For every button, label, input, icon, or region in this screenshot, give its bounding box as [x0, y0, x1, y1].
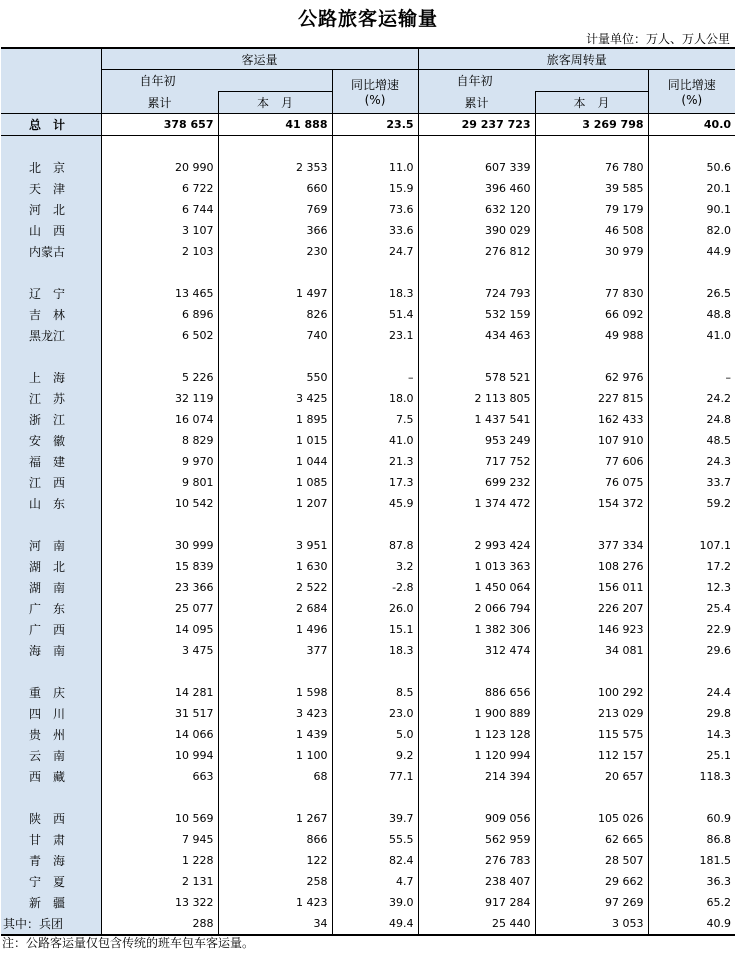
cell-yoy-turnover: 20.1: [648, 178, 735, 199]
cell-ytd-turnover: 1 382 306: [418, 619, 535, 640]
cell-month-turnover: 77 606: [535, 451, 648, 472]
cell-ytd-volume: 13 322: [101, 892, 218, 913]
cell-ytd-volume: 10 994: [101, 745, 218, 766]
cell-yoy-turnover: 24.3: [648, 451, 735, 472]
table-row: [1, 241, 735, 262]
table-row: [1, 535, 735, 556]
cell-month-volume: 1 207: [218, 493, 332, 514]
cell-month-turnover: 3 053: [535, 913, 648, 935]
cell-month-volume: 550: [218, 367, 332, 388]
row-label: 辽 宁: [29, 287, 66, 301]
cell-ytd-volume: 9 801: [101, 472, 218, 493]
cell-yoy-turnover: 26.5: [648, 283, 735, 304]
cell-month-turnover: 156 011: [535, 577, 648, 598]
cell-month-turnover: 108 276: [535, 556, 648, 577]
row-label: 四 川: [29, 707, 66, 721]
cell-ytd-volume: 23 366: [101, 577, 218, 598]
cell-ytd-volume: 30 999: [101, 535, 218, 556]
cell-month-volume: 2 522: [218, 577, 332, 598]
row-label: 北 京: [29, 161, 66, 175]
cell-yoy-volume: 73.6: [332, 199, 418, 220]
table-row: [1, 850, 735, 871]
cell-ytd-turnover: 1 900 889: [418, 703, 535, 724]
spacer-row: [1, 661, 735, 682]
cell-yoy-volume: 41.0: [332, 430, 418, 451]
cell-yoy-turnover: 86.8: [648, 829, 735, 850]
row-label: 吉 林: [29, 308, 66, 322]
cell-month-volume: 1 267: [218, 808, 332, 829]
row-label: 黑龙江: [29, 329, 66, 343]
cell-month-volume: 1 895: [218, 409, 332, 430]
cell-ytd-turnover: 1 450 064: [418, 577, 535, 598]
table-row: [1, 871, 735, 892]
cell-ytd-turnover: 238 407: [418, 871, 535, 892]
cell-ytd-volume: 14 066: [101, 724, 218, 745]
cell-month-volume: 366: [218, 220, 332, 241]
spacer-row: [1, 346, 735, 367]
row-label: 山 东: [29, 497, 66, 511]
table-row: [1, 640, 735, 661]
cell-yoy-turnover: 24.8: [648, 409, 735, 430]
header-group-passenger-volume: 客运量: [101, 48, 418, 70]
cell-month-turnover: 112 157: [535, 745, 648, 766]
cell-month-volume: 377: [218, 640, 332, 661]
cell-month-turnover: 76 780: [535, 157, 648, 178]
cell-ytd-volume: 3 475: [101, 640, 218, 661]
row-label: 陕 西: [29, 812, 66, 826]
header-ytd-volume: 累计: [101, 92, 218, 114]
table-row: [1, 913, 735, 935]
cell-ytd-turnover: 717 752: [418, 451, 535, 472]
table-row: [1, 892, 735, 913]
cell-ytd-volume: 663: [101, 766, 218, 787]
cell-ytd-volume: 6 896: [101, 304, 218, 325]
cell-month-volume: 3 951: [218, 535, 332, 556]
cell-ytd-volume: 5 226: [101, 367, 218, 388]
cell-ytd-volume: 15 839: [101, 556, 218, 577]
cell-yoy-turnover: 82.0: [648, 220, 735, 241]
row-label: 山 西: [29, 224, 66, 238]
row-label: 上 海: [29, 371, 66, 385]
table-row: [1, 283, 735, 304]
cell-month-volume: 1 100: [218, 745, 332, 766]
cell-month-turnover: 227 815: [535, 388, 648, 409]
table-row: [1, 430, 735, 451]
table-row: [1, 220, 735, 241]
table-row: [1, 451, 735, 472]
cell-month-turnover: 162 433: [535, 409, 648, 430]
cell-ytd-turnover: 1 123 128: [418, 724, 535, 745]
cell-yoy-volume: 17.3: [332, 472, 418, 493]
table-row: [1, 388, 735, 409]
spacer-row: [1, 136, 735, 158]
cell-yoy-volume: 3.2: [332, 556, 418, 577]
cell-yoy-volume: 87.8: [332, 535, 418, 556]
spacer-row: [1, 787, 735, 808]
cell-ytd-volume: 7 945: [101, 829, 218, 850]
cell-ytd-volume: 14 281: [101, 682, 218, 703]
cell-yoy-turnover: 90.1: [648, 199, 735, 220]
cell-yoy-volume: 15.9: [332, 178, 418, 199]
row-label: 新 疆: [29, 896, 66, 910]
cell-month-volume: 1 630: [218, 556, 332, 577]
row-label: 安 徽: [29, 434, 66, 448]
cell-ytd-turnover: 1 013 363: [418, 556, 535, 577]
cell-month-volume: 34: [218, 913, 332, 935]
cell-yoy-volume: 5.0: [332, 724, 418, 745]
cell-yoy-volume: 39.7: [332, 808, 418, 829]
cell-month-turnover: 77 830: [535, 283, 648, 304]
footnote: 注：公路客运量仅包含传统的班车包车客运量。: [2, 936, 255, 950]
row-label: 青 海: [29, 854, 66, 868]
cell-yoy-turnover: 12.3: [648, 577, 735, 598]
row-label: 河 北: [29, 203, 66, 217]
table-row: [1, 598, 735, 619]
cell-month-volume: 866: [218, 829, 332, 850]
cell-ytd-volume: 288: [101, 913, 218, 935]
cell-month-volume: 1 496: [218, 619, 332, 640]
table-row: [1, 199, 735, 220]
cell-yoy-volume: 24.7: [332, 241, 418, 262]
cell-month-turnover: 79 179: [535, 199, 648, 220]
total-row: [1, 114, 735, 136]
cell-month-turnover: 146 923: [535, 619, 648, 640]
cell-ytd-volume: 13 465: [101, 283, 218, 304]
cell-month-turnover: 107 910: [535, 430, 648, 451]
table-row: [1, 472, 735, 493]
row-label: 湖 南: [29, 581, 66, 595]
cell-ytd-volume: 32 119: [101, 388, 218, 409]
cell-yoy-volume: 51.4: [332, 304, 418, 325]
table-row: [1, 409, 735, 430]
cell-ytd-volume: 2 131: [101, 871, 218, 892]
cell-yoy-turnover: 181.5: [648, 850, 735, 871]
cell-yoy-volume: -2.8: [332, 577, 418, 598]
cell-month-volume: 68: [218, 766, 332, 787]
cell-ytd-turnover: 276 812: [418, 241, 535, 262]
cell-yoy-turnover: 107.1: [648, 535, 735, 556]
cell-month-turnover: 377 334: [535, 535, 648, 556]
row-label: 天 津: [29, 182, 66, 196]
table-row: [1, 724, 735, 745]
row-label: 河 南: [29, 539, 66, 553]
cell-ytd-turnover: 886 656: [418, 682, 535, 703]
cell-ytd-volume: 20 990: [101, 157, 218, 178]
cell-ytd-turnover: 276 783: [418, 850, 535, 871]
cell-ytd-turnover: 724 793: [418, 283, 535, 304]
cell-yoy-volume: 15.1: [332, 619, 418, 640]
row-label: 湖 北: [29, 560, 66, 574]
cell-month-turnover: 29 662: [535, 871, 648, 892]
cell-month-volume: 3 425: [218, 388, 332, 409]
cell-month-turnover: 30 979: [535, 241, 648, 262]
cell-ytd-volume: 6 722: [101, 178, 218, 199]
cell-yoy-volume: 18.0: [332, 388, 418, 409]
row-label: 西 藏: [29, 770, 66, 784]
cell-ytd-volume: 14 095: [101, 619, 218, 640]
cell-ytd-volume: 6 502: [101, 325, 218, 346]
cell-month-volume: 1 439: [218, 724, 332, 745]
cell-yoy-volume: 4.7: [332, 871, 418, 892]
header-yoy-volume: 同比增速 (%): [332, 70, 418, 114]
cell-month-volume: 230: [218, 241, 332, 262]
cell-yoy-turnover: 25.1: [648, 745, 735, 766]
cell-ytd-volume: 31 517: [101, 703, 218, 724]
cell-ytd-volume: 9 970: [101, 451, 218, 472]
table-row: [1, 556, 735, 577]
cell-ytd-volume: 10 569: [101, 808, 218, 829]
cell-ytd-volume: 25 077: [101, 598, 218, 619]
cell-yoy-volume: 55.5: [332, 829, 418, 850]
cell-ytd-turnover: 562 959: [418, 829, 535, 850]
header-ytd-volume-1: 自年初: [101, 70, 332, 92]
cell-yoy-volume: –: [332, 367, 418, 388]
cell-yoy-turnover: 44.9: [648, 241, 735, 262]
table-row: [1, 304, 735, 325]
cell-month-turnover: 154 372: [535, 493, 648, 514]
cell-ytd-turnover: 1 374 472: [418, 493, 535, 514]
cell-yoy-turnover: 40.0: [648, 114, 735, 136]
passenger-transport-table: [1, 47, 735, 936]
cell-ytd-volume: 8 829: [101, 430, 218, 451]
row-label: 广 西: [29, 623, 66, 637]
header-month-turnover: 本 月: [535, 92, 648, 114]
cell-month-turnover: 76 075: [535, 472, 648, 493]
cell-ytd-volume: 378 657: [101, 114, 218, 136]
cell-month-volume: 258: [218, 871, 332, 892]
row-label: 广 东: [29, 602, 66, 616]
table-row: [1, 745, 735, 766]
cell-month-volume: 1 044: [218, 451, 332, 472]
row-label: 宁 夏: [29, 875, 66, 889]
cell-month-turnover: 49 988: [535, 325, 648, 346]
cell-yoy-volume: 9.2: [332, 745, 418, 766]
table-row: [1, 157, 735, 178]
row-label: 其中：兵团: [3, 917, 64, 931]
cell-ytd-turnover: 312 474: [418, 640, 535, 661]
cell-yoy-turnover: 33.7: [648, 472, 735, 493]
cell-month-volume: 826: [218, 304, 332, 325]
cell-ytd-turnover: 25 440: [418, 913, 535, 935]
cell-month-turnover: 28 507: [535, 850, 648, 871]
cell-ytd-turnover: 2 113 805: [418, 388, 535, 409]
row-label: 福 建: [29, 455, 66, 469]
cell-ytd-volume: 10 542: [101, 493, 218, 514]
table-row: [1, 766, 735, 787]
cell-yoy-turnover: 118.3: [648, 766, 735, 787]
row-label: 海 南: [29, 644, 66, 658]
cell-ytd-turnover: 532 159: [418, 304, 535, 325]
table-row: [1, 493, 735, 514]
cell-yoy-turnover: 29.8: [648, 703, 735, 724]
cell-ytd-turnover: 29 237 723: [418, 114, 535, 136]
cell-yoy-volume: 39.0: [332, 892, 418, 913]
cell-yoy-turnover: 24.4: [648, 682, 735, 703]
cell-month-turnover: 213 029: [535, 703, 648, 724]
cell-ytd-volume: 1 228: [101, 850, 218, 871]
cell-month-volume: 2 684: [218, 598, 332, 619]
cell-yoy-volume: 18.3: [332, 640, 418, 661]
table-row: [1, 808, 735, 829]
cell-yoy-volume: 23.1: [332, 325, 418, 346]
header-group-passenger-turnover: 旅客周转量: [418, 48, 735, 70]
cell-ytd-turnover: 434 463: [418, 325, 535, 346]
cell-yoy-volume: 18.3: [332, 283, 418, 304]
cell-month-turnover: 66 092: [535, 304, 648, 325]
cell-month-turnover: 46 508: [535, 220, 648, 241]
cell-ytd-volume: 6 744: [101, 199, 218, 220]
cell-yoy-turnover: 41.0: [648, 325, 735, 346]
cell-yoy-turnover: –: [648, 367, 735, 388]
cell-month-turnover: 34 081: [535, 640, 648, 661]
cell-yoy-turnover: 36.3: [648, 871, 735, 892]
cell-yoy-volume: 23.5: [332, 114, 418, 136]
cell-yoy-turnover: 48.5: [648, 430, 735, 451]
page-title: 公路旅客运输量: [297, 8, 438, 30]
cell-yoy-turnover: 60.9: [648, 808, 735, 829]
table-row: [1, 367, 735, 388]
cell-ytd-turnover: 953 249: [418, 430, 535, 451]
cell-ytd-turnover: 396 460: [418, 178, 535, 199]
spacer-row: [1, 514, 735, 535]
row-label: 浙 江: [29, 413, 66, 427]
table-row: [1, 325, 735, 346]
row-label: 贵 州: [29, 728, 66, 742]
row-label: 内蒙古: [29, 245, 66, 259]
cell-ytd-volume: 16 074: [101, 409, 218, 430]
cell-ytd-turnover: 699 232: [418, 472, 535, 493]
header-month-volume: 本 月: [218, 92, 332, 114]
cell-yoy-turnover: 24.2: [648, 388, 735, 409]
cell-yoy-volume: 23.0: [332, 703, 418, 724]
cell-month-volume: 1 497: [218, 283, 332, 304]
table-row: [1, 577, 735, 598]
cell-yoy-volume: 45.9: [332, 493, 418, 514]
row-label: 云 南: [29, 749, 66, 763]
cell-yoy-turnover: 65.2: [648, 892, 735, 913]
cell-month-turnover: 226 207: [535, 598, 648, 619]
unit-label: 计量单位：万人、万人公里: [585, 32, 730, 46]
header-yoy-turnover: 同比增速 (%): [648, 70, 735, 114]
cell-yoy-volume: 33.6: [332, 220, 418, 241]
cell-month-turnover: 39 585: [535, 178, 648, 199]
cell-ytd-turnover: 214 394: [418, 766, 535, 787]
cell-month-volume: 1 015: [218, 430, 332, 451]
cell-month-turnover: 62 976: [535, 367, 648, 388]
cell-ytd-turnover: 632 120: [418, 199, 535, 220]
header-stub: [1, 48, 101, 114]
row-label: 重 庆: [29, 686, 66, 700]
cell-ytd-turnover: 1 120 994: [418, 745, 535, 766]
cell-month-turnover: 62 665: [535, 829, 648, 850]
cell-month-volume: 1 598: [218, 682, 332, 703]
cell-month-volume: 1 423: [218, 892, 332, 913]
cell-ytd-turnover: 2 066 794: [418, 598, 535, 619]
cell-yoy-volume: 26.0: [332, 598, 418, 619]
row-label: 总 计: [29, 118, 66, 132]
cell-month-volume: 3 423: [218, 703, 332, 724]
cell-month-volume: 41 888: [218, 114, 332, 136]
cell-yoy-volume: 7.5: [332, 409, 418, 430]
table-row: [1, 703, 735, 724]
cell-month-turnover: 3 269 798: [535, 114, 648, 136]
cell-ytd-turnover: 578 521: [418, 367, 535, 388]
cell-month-turnover: 97 269: [535, 892, 648, 913]
cell-yoy-turnover: 50.6: [648, 157, 735, 178]
cell-ytd-volume: 3 107: [101, 220, 218, 241]
table-row: [1, 829, 735, 850]
cell-yoy-turnover: 29.6: [648, 640, 735, 661]
cell-month-volume: 769: [218, 199, 332, 220]
cell-yoy-volume: 49.4: [332, 913, 418, 935]
header-ytd-turnover-1: 自年初: [418, 70, 648, 92]
cell-yoy-turnover: 59.2: [648, 493, 735, 514]
cell-month-turnover: 115 575: [535, 724, 648, 745]
cell-yoy-turnover: 17.2: [648, 556, 735, 577]
spacer-row: [1, 262, 735, 283]
header-ytd-turnover: 累计: [418, 92, 535, 114]
row-label: 江 苏: [29, 392, 66, 406]
row-label: 江 西: [29, 476, 66, 490]
cell-month-volume: 1 085: [218, 472, 332, 493]
cell-ytd-turnover: 2 993 424: [418, 535, 535, 556]
cell-month-volume: 2 353: [218, 157, 332, 178]
cell-yoy-volume: 11.0: [332, 157, 418, 178]
cell-yoy-turnover: 14.3: [648, 724, 735, 745]
cell-ytd-volume: 2 103: [101, 241, 218, 262]
table-row: [1, 178, 735, 199]
cell-month-turnover: 20 657: [535, 766, 648, 787]
cell-month-turnover: 105 026: [535, 808, 648, 829]
row-label: 甘 肃: [29, 833, 66, 847]
cell-ytd-turnover: 917 284: [418, 892, 535, 913]
cell-ytd-turnover: 390 029: [418, 220, 535, 241]
cell-ytd-turnover: 607 339: [418, 157, 535, 178]
cell-month-turnover: 100 292: [535, 682, 648, 703]
cell-ytd-turnover: 909 056: [418, 808, 535, 829]
cell-ytd-turnover: 1 437 541: [418, 409, 535, 430]
cell-yoy-turnover: 25.4: [648, 598, 735, 619]
table-row: [1, 619, 735, 640]
cell-yoy-volume: 21.3: [332, 451, 418, 472]
cell-yoy-volume: 8.5: [332, 682, 418, 703]
table-row: [1, 682, 735, 703]
cell-yoy-turnover: 48.8: [648, 304, 735, 325]
cell-yoy-turnover: 22.9: [648, 619, 735, 640]
cell-yoy-volume: 77.1: [332, 766, 418, 787]
cell-month-volume: 740: [218, 325, 332, 346]
cell-yoy-turnover: 40.9: [648, 913, 735, 935]
cell-yoy-volume: 82.4: [332, 850, 418, 871]
cell-month-volume: 122: [218, 850, 332, 871]
cell-month-volume: 660: [218, 178, 332, 199]
